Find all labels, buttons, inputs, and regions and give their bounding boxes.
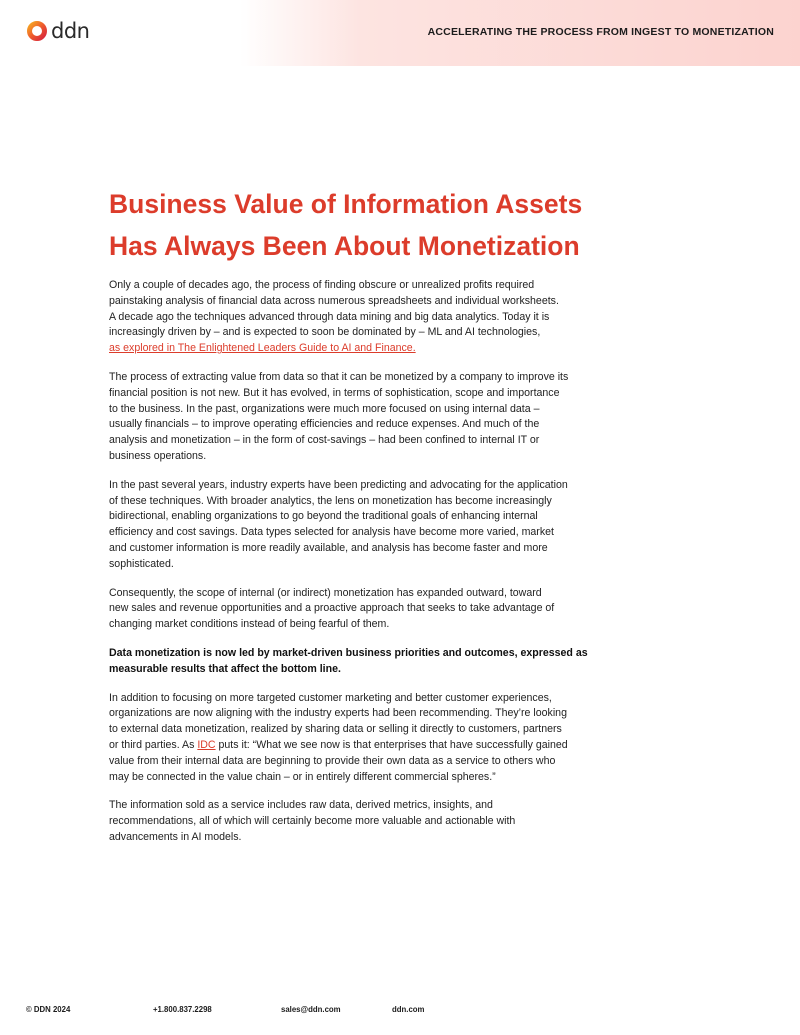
paragraph-evolution: [109, 370, 614, 465]
paragraph-external: [109, 691, 614, 786]
footer-copyright: © DDN 2024: [26, 1005, 71, 1014]
text-line: bidirectional, enabling organizations to go beyond the traditional goals of enhancing internal: [109, 510, 538, 523]
text-line: usually financials – to improve operating efficiencies and reduce expenses. And much of the: [109, 418, 540, 431]
idc-prefix: or third parties. As: [109, 738, 198, 751]
page-title: [109, 183, 689, 267]
text-line: organizations are now aligning with the industry experts had been recommending. They’re looking: [109, 707, 567, 720]
text-line: analysis and monetization – in the form of cost-savings – had been confined to internal IT or: [109, 434, 540, 447]
text-line: to external data monetization, realized by sharing data or selling it directly to customers, partners: [109, 723, 562, 736]
logo-wordmark: ddn: [51, 19, 90, 43]
footer-phone[interactable]: +1.800.837.2298: [153, 1005, 212, 1014]
paragraph-service: [109, 798, 614, 845]
text-line: advancements in AI models.: [109, 830, 242, 843]
header-tagline: ACCELERATING THE PROCESS FROM INGEST TO MONETIZATION: [427, 26, 774, 38]
text-line: Data monetization is now led by market-driven business priorities and outcomes, expressed as: [109, 646, 588, 659]
paragraph-highlight: [109, 646, 614, 678]
text-line: increasingly driven by – and is expected to soon be dominated by – ML and AI technologies,: [109, 326, 541, 339]
text-line: changing market conditions instead of being fearful of them.: [109, 618, 390, 631]
text-line: to the business. In the past, organizations were much more focused on using internal data –: [109, 402, 540, 415]
text-line: of these techniques. With broader analytics, the lens on monetization has become increasingly: [109, 494, 552, 507]
ddn-logo[interactable]: [26, 20, 89, 42]
text-line: Consequently, the scope of internal (or indirect) monetization has expanded outward, toward: [109, 586, 542, 599]
text-line: efficiency and cost savings. Data types selected for analysis have become more varied, market: [109, 526, 554, 539]
text-line: may be connected in the value chain – or in entirely different commercial spheres.”: [109, 770, 496, 783]
page-header: [0, 0, 800, 66]
paragraph-scope: [109, 586, 614, 633]
paragraph-intro: [109, 278, 614, 357]
text-line: In the past several years, industry experts have been predicting and advocating for the application: [109, 478, 568, 491]
paragraph-industry: [109, 478, 614, 573]
text-line: new sales and revenue opportunities and a proactive approach that seeks to take advantage of: [109, 602, 555, 615]
text-line: The information sold as a service includes raw data, derived metrics, insights, and: [109, 799, 493, 812]
article-body: [109, 278, 614, 859]
text-line: Only a couple of decades ago, the process of finding obscure or unrealized profits required: [109, 279, 535, 291]
text-line: sophisticated.: [109, 557, 174, 570]
text-line: financial position is not new. But it has evolved, in terms of sophistication, scope and importance: [109, 386, 560, 399]
idc-link[interactable]: IDC: [197, 738, 216, 751]
ai-finance-guide-link[interactable]: as explored in The Enlightened Leaders Guide to AI and Finance.: [109, 342, 416, 355]
page-footer: [0, 1005, 800, 1019]
footer-email[interactable]: sales@ddn.com: [281, 1005, 341, 1014]
text-line: and customer information is more readily available, and analysis has become faster and more: [109, 541, 548, 554]
ddn-logo-icon: [26, 20, 48, 42]
title-line: Has Always Been About Monetization: [109, 231, 580, 261]
idc-suffix: puts it: “What we see now is that enterprises that have successfully gained: [215, 738, 568, 751]
text-line: [109, 738, 614, 754]
footer-website[interactable]: ddn.com: [392, 1005, 425, 1014]
text-line: A decade ago the techniques advanced through data mining and big data analytics. Today it is: [109, 310, 550, 323]
text-line: The process of extracting value from data so that it can be monetized by a company to improve its: [109, 370, 569, 383]
text-line: painstaking analysis of financial data across numerous spreadsheets and individual worksheets.: [109, 294, 559, 307]
title-line: Business Value of Information Assets: [109, 189, 583, 219]
text-line: In addition to focusing on more targeted customer marketing and better customer experiences,: [109, 691, 552, 704]
text-line: recommendations, all of which will certainly become more valuable and actionable with: [109, 815, 516, 828]
text-line: value from their internal data are beginning to provide their own data as a service to others who: [109, 754, 556, 767]
text-line: business operations.: [109, 449, 207, 462]
text-line: measurable results that affect the bottom line.: [109, 662, 341, 675]
